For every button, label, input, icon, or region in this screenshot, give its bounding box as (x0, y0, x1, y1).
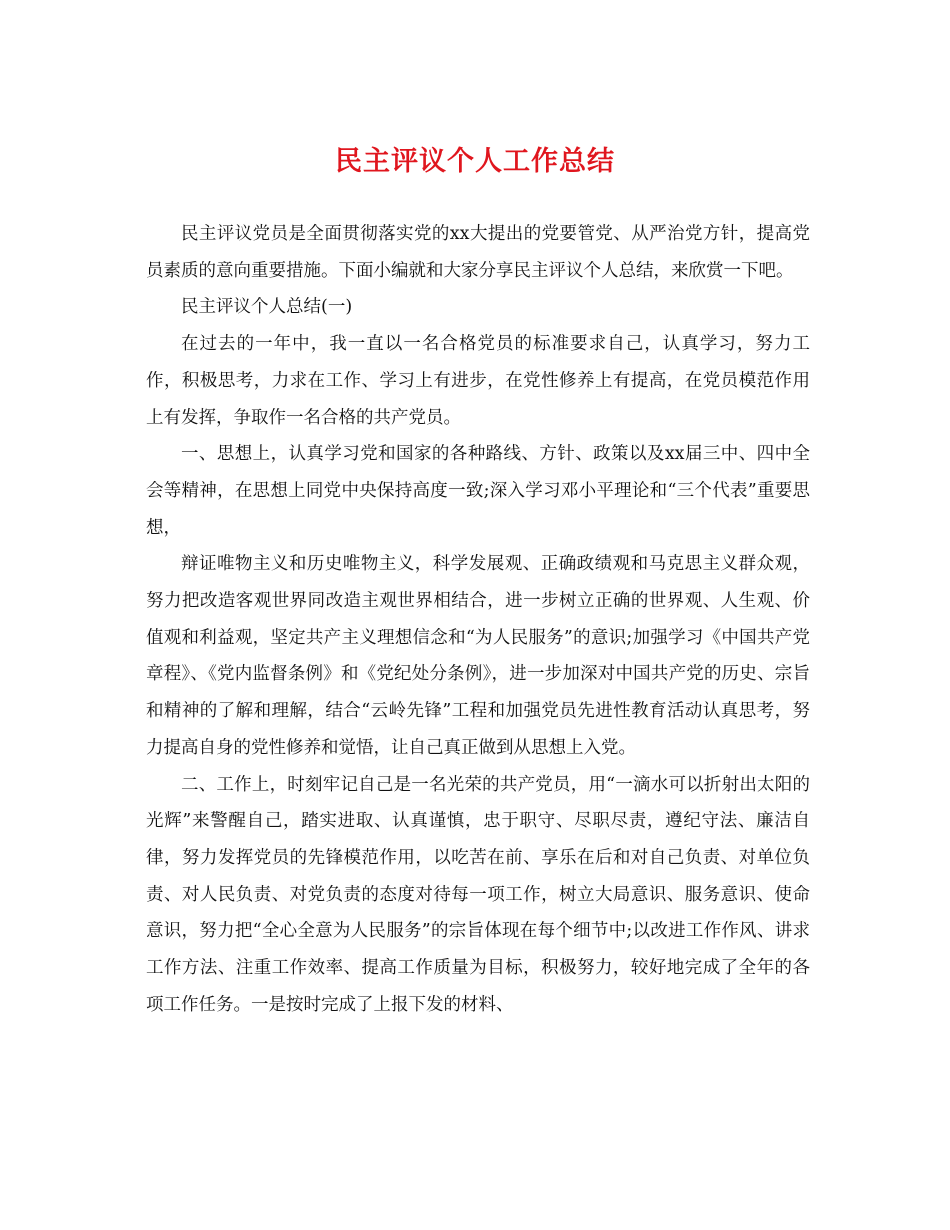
paragraph-intro: 民主评议党员是全面贯彻落实党的xx大提出的党要管党、从严治党方针，提高党员素质的意向重要措施。下面小编就和大家分享民主评议个人总结，来欣赏一下吧。 (146, 224, 810, 281)
paragraph-overview: 在过去的一年中，我一直以一名合格党员的标准要求自己，认真学习，努力工作，积极思考，力求在工作、学习上有进步，在党性修养上有提高，在党员模范作用上有发挥，争取作一名合格的共产党员。 (146, 334, 810, 428)
document-body (146, 216, 810, 1023)
document-title: 民主评议个人工作总结 (335, 146, 615, 177)
paragraph-ideology: 一、思想上，认真学习党和国家的各种路线、方针、政策以及xx届三中、四中全会等精神，在思想上同党中央保持高度一致;深入学习邓小平理论和“三个代表”重要思想， (146, 444, 810, 538)
paragraph-theory: 辩证唯物主义和历史唯物主义，科学发展观、正确政绩观和马克思主义群众观，努力把改造客观世界同改造主观世界相结合，进一步树立正确的世界观、人生观、价值观和利益观，坚定共产主义理想信念和“为人民服务”的意识;加强学习《中国共产党章程》、《党内监督条例》和《党纪处分条例》，进一步加深对中国共产党的历史、宗旨和精神的了解和理解，结合“云岭先锋”工程和加强党员先进性教育活动认真思考，努力提高自身的党性修养和觉悟，让自己真正做到从思想上入党。 (146, 554, 810, 758)
paragraph-work: 二、工作上，时刻牢记自己是一名光荣的共产党员，用“一滴水可以折射出太阳的光辉”来警醒自己，踏实进取、认真谨慎，忠于职守、尽职尽责，遵纪守法、廉洁自律，努力发挥党员的先锋模范作用，以吃苦在前、享乐在后和对自己负责、对单位负责、对人民负责、对党负责的态度对待每一项工作，树立大局意识、服务意识、使命意识，努力把“全心全意为人民服务”的宗旨体现在每个细节中;以改进工作作风、讲求工作方法、注重工作效率、提高工作质量为目标，积极努力，较好地完成了全年的各项工作任务。一是按时完成了上报下发的材料、 (146, 774, 810, 1015)
paragraph-section-heading: 民主评议个人总结(一) (181, 297, 353, 318)
